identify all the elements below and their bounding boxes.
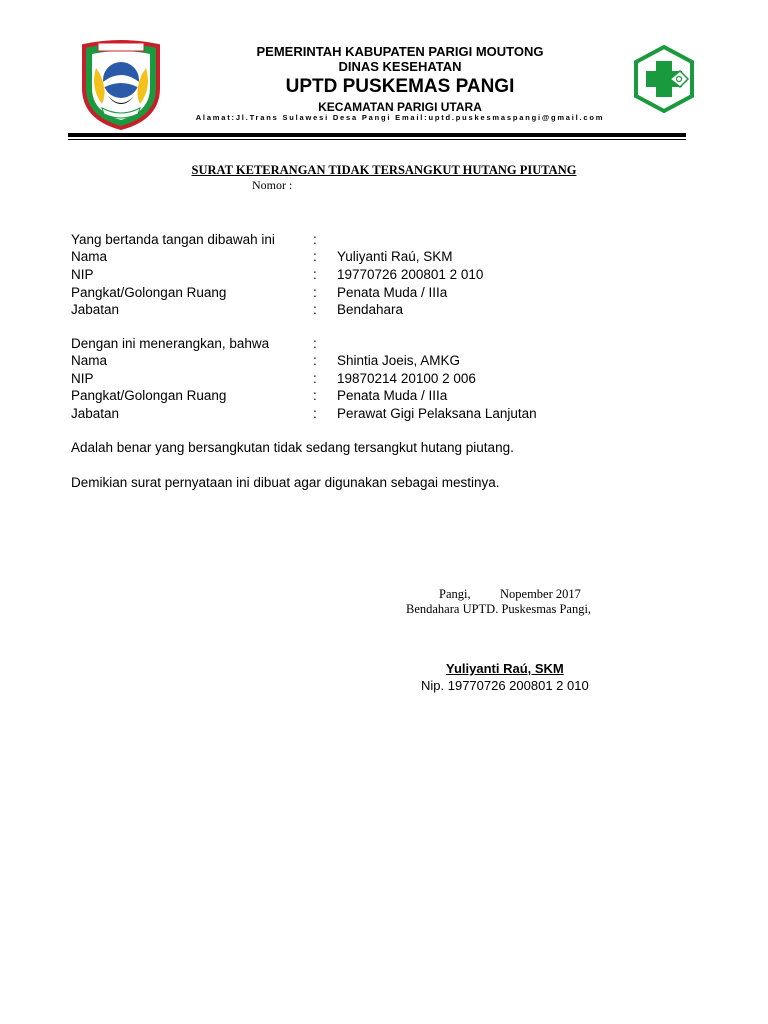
- field-label: Pangkat/Golongan Ruang: [71, 285, 227, 300]
- field-label: Nama: [71, 249, 108, 264]
- colon: :: [313, 336, 317, 351]
- signature-name: Yuliyanti Raú, SKM: [446, 661, 564, 676]
- field-label: Nama: [71, 353, 108, 368]
- header-rule-thin: [68, 139, 686, 140]
- field-value: Bendahara: [337, 302, 404, 317]
- signature-place: Pangi,: [439, 587, 471, 601]
- field-value: Penata Muda / IIIa: [337, 285, 448, 300]
- colon: :: [313, 353, 317, 368]
- subject-intro: Dengan ini menerangkan, bahwa: [71, 336, 270, 351]
- signer-intro: Yang bertanda tangan dibawah ini: [71, 232, 275, 247]
- statement-paragraph: Adalah benar yang bersangkutan tidak sedang tersangkut hutang piutang.: [71, 440, 514, 455]
- colon: :: [313, 388, 317, 403]
- header-department: DINAS KESEHATAN: [338, 59, 462, 74]
- field-value: Shintia Joeis, AMKG: [337, 353, 461, 368]
- signature-position: Bendahara UPTD. Puskesmas Pangi,: [406, 602, 592, 616]
- colon: :: [313, 371, 317, 386]
- header-rule-thick: [68, 133, 686, 137]
- colon: :: [313, 232, 317, 247]
- colon: :: [313, 285, 317, 300]
- colon: :: [313, 249, 317, 264]
- letter-number: Nomor :: [252, 178, 293, 192]
- field-label: Jabatan: [71, 302, 120, 317]
- field-label: NIP: [71, 267, 94, 282]
- field-value: 19770726 200801 2 010: [337, 267, 484, 282]
- field-label: Pangkat/Golongan Ruang: [71, 388, 227, 403]
- closing-paragraph: Demikian surat pernyataan ini dibuat agar digunakan sebagai mestinya.: [71, 475, 500, 490]
- header-government: PEMERINTAH KABUPATEN PARIGI MOUTONG: [256, 44, 544, 59]
- header-district: KECAMATAN PARIGI UTARA: [318, 100, 482, 114]
- colon: :: [313, 267, 317, 282]
- field-value: Penata Muda / IIIa: [337, 388, 448, 403]
- kabupaten-crest-logo: [78, 38, 164, 130]
- field-value: 19870214 20100 2 006: [337, 371, 476, 386]
- field-label: Jabatan: [71, 406, 120, 421]
- field-label: NIP: [71, 371, 94, 386]
- puskesmas-emblem-logo: [632, 45, 696, 113]
- field-value: Yuliyanti Raú, SKM: [337, 249, 453, 264]
- colon: :: [313, 406, 317, 421]
- letter-title: SURAT KETERANGAN TIDAK TERSANGKUT HUTANG PIUTANG: [191, 163, 577, 177]
- field-value: Perawat Gigi Pelaksana Lanjutan: [337, 406, 537, 421]
- signature-nip: Nip. 19770726 200801 2 010: [421, 678, 589, 693]
- colon: :: [313, 302, 317, 317]
- header-address: Alamat:Jl.Trans Sulawesi Desa Pangi Email:uptd.puskesmaspangi@gmail.com: [195, 113, 605, 122]
- header-unit-name: UPTD PUSKEMAS PANGI: [285, 76, 515, 97]
- signature-date: Nopember 2017: [500, 587, 581, 601]
